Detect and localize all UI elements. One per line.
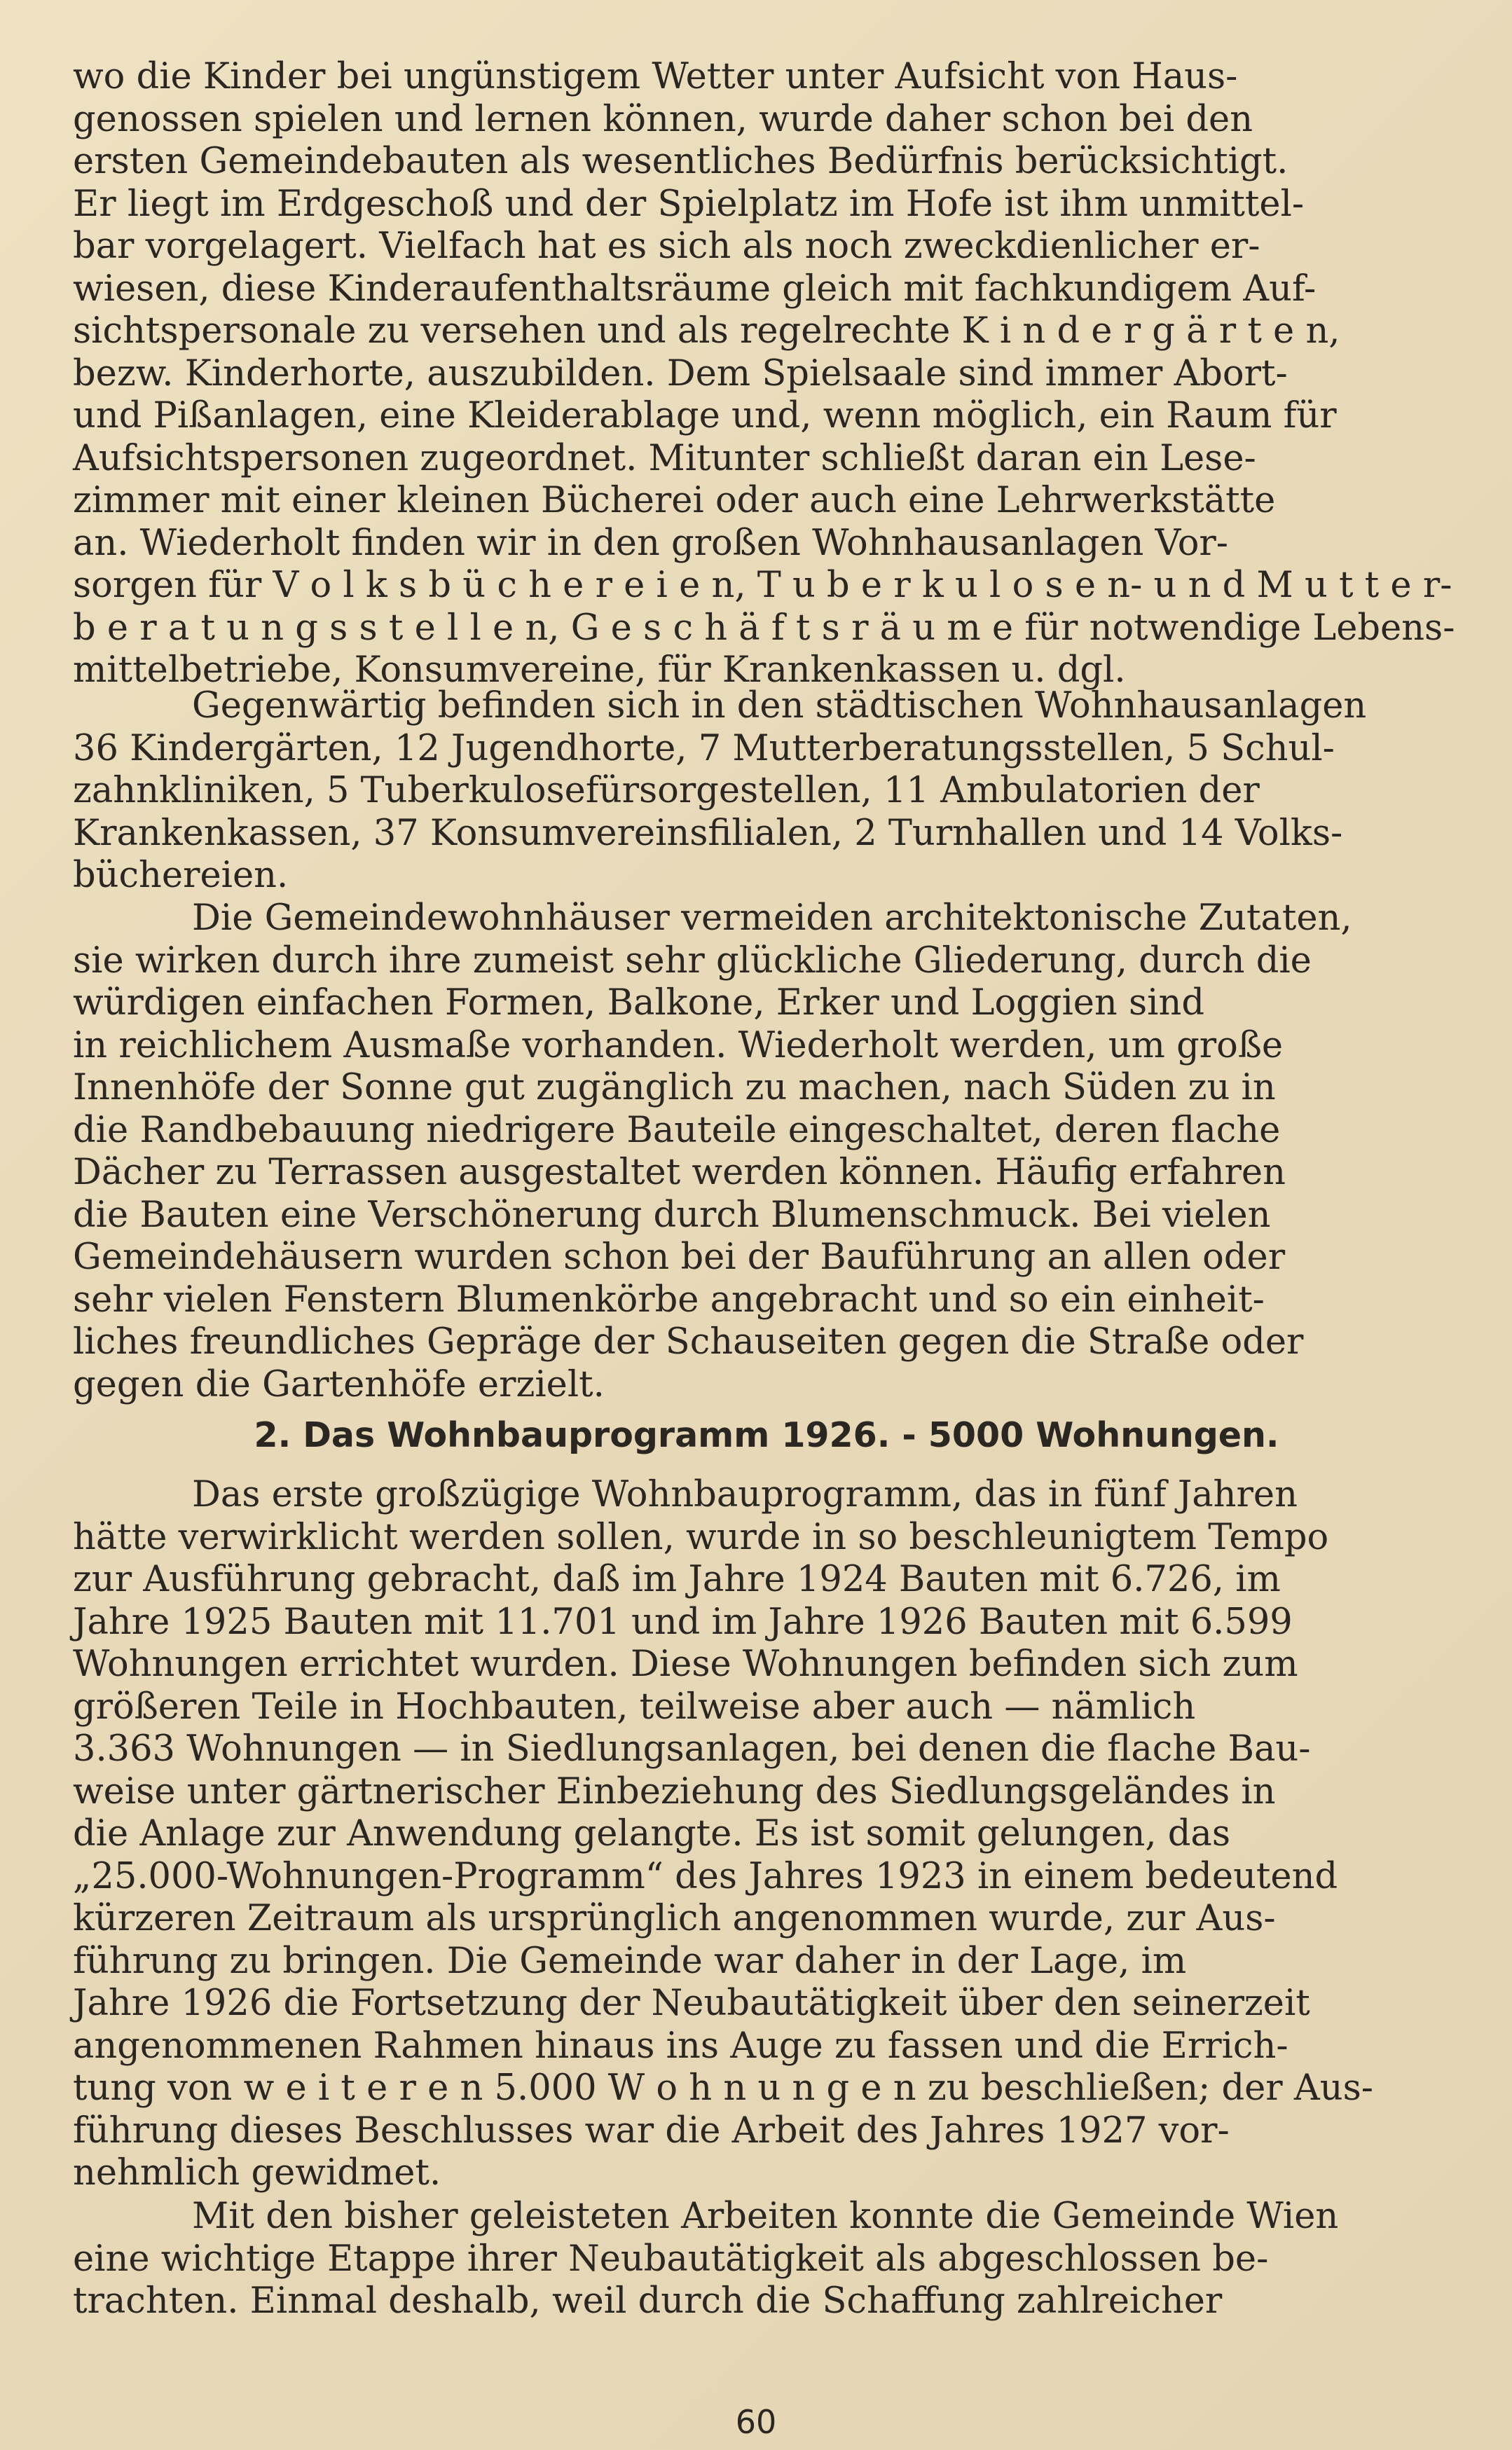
text-line: 3.363 Wohnungen — in Siedlungsanlagen, bei denen die flache Bau- <box>73 1728 1311 1770</box>
text-line: liches freundliches Gepräge der Schauseiten gegen die Straße oder <box>73 1321 1304 1363</box>
text-line: Dächer zu Terrassen ausgestaltet werden können. Häufig erfahren <box>73 1152 1286 1193</box>
text-line: Innenhöfe der Sonne gut zugänglich zu machen, nach Süden zu in <box>73 1067 1276 1108</box>
text-line: sorgen für V o l k s b ü c h e r e i e n, T u b e r k u l o s e n- u n d M u t t e r- <box>73 565 1452 606</box>
text-line: größeren Teile in Hochbauten, teilweise aber auch — nämlich <box>73 1686 1196 1728</box>
text-line: führung dieses Beschlusses war die Arbeit des Jahres 1927 vor- <box>73 2110 1230 2152</box>
text-line: „25.000-Wohnungen-Programm“ des Jahres 1923 in einem bedeutend <box>73 1855 1338 1897</box>
text-line: zahnkliniken, 5 Tuberkulosefürsorgestellen, 11 Ambulatorien der <box>73 770 1260 811</box>
paragraph-kindergarten-rooms <box>73 56 1460 692</box>
paragraph-housing-program <box>73 1474 1460 2195</box>
text-line: büchereien. <box>73 855 289 896</box>
text-line: b e r a t u n g s s t e l l e n, G e s c h ä f t s r ä u m e für notwendige Lebens- <box>73 607 1455 649</box>
text-line: in reichlichem Ausmaße vorhanden. Wiederholt werden, um große <box>73 1024 1284 1066</box>
text-line: kürzeren Zeitraum als ursprünglich angenommen wurde, zur Aus- <box>73 1898 1276 1939</box>
text-line: Jahre 1926 die Fortsetzung der Neubautätigkeit über den seinerzeit <box>73 1983 1310 2024</box>
text-line: wo die Kinder bei ungünstigem Wetter unter Aufsicht von Haus- <box>73 56 1238 97</box>
text-line: sehr vielen Fenstern Blumenkörbe angebracht und so ein einheit- <box>73 1279 1265 1321</box>
text-line: zimmer mit einer kleinen Bücherei oder auch eine Lehrwerkstätte <box>73 480 1276 521</box>
text-line: hätte verwirklicht werden sollen, wurde in so beschleunigtem Tempo <box>73 1516 1329 1558</box>
text-line: 36 Kindergärten, 12 Jugendhorte, 7 Mutterberatungsstellen, 5 Schul- <box>73 727 1335 769</box>
text-line: zur Ausführung gebracht, daß im Jahre 1924 Bauten mit 6.726, im <box>73 1559 1281 1600</box>
text-line: nehmlich gewidmet. <box>73 2152 441 2194</box>
text-line: gegen die Gartenhöfe erzielt. <box>73 1363 605 1405</box>
text-line: die Randbebauung niedrigere Bauteile eingeschaltet, deren flache <box>73 1109 1281 1151</box>
text-line: sie wirken durch ihre zumeist sehr glückliche Gliederung, durch die <box>73 940 1312 982</box>
text-line: führung zu bringen. Die Gemeinde war daher in der Lage, im <box>73 1940 1187 1982</box>
text-line: eine wichtige Etappe ihrer Neubautätigkeit als abgeschlossen be- <box>73 2238 1269 2280</box>
text-line: die Bauten eine Verschönerung durch Blumenschmuck. Bei vielen <box>73 1194 1271 1236</box>
text-line: trachten. Einmal deshalb, weil durch die Schaffung zahlreicher <box>73 2280 1223 2322</box>
text-line: genossen spielen und lernen können, wurde daher schon bei den <box>73 98 1253 140</box>
text-line: Jahre 1925 Bauten mit 11.701 und im Jahre 1926 Bauten mit 6.599 <box>73 1601 1293 1643</box>
text-line: an. Wiederholt finden wir in den großen Wohnhausanlagen Vor- <box>73 522 1229 564</box>
text-line: würdigen einfachen Formen, Balkone, Erker und Loggien sind <box>73 982 1204 1024</box>
text-line: ersten Gemeindebauten als wesentliches Bedürfnis berücksichtigt. <box>73 141 1288 182</box>
section-heading: 2. Das Wohnbauprogramm 1926. - 5000 Wohnungen. <box>254 1415 1279 1455</box>
text-line: Gegenwärtig befinden sich in den städtischen Wohnhausanlagen <box>192 685 1367 727</box>
text-line: wiesen, diese Kinderaufenthaltsräume gleich mit fachkundigem Auf- <box>73 268 1317 310</box>
text-line: bar vorgelagert. Vielfach hat es sich als noch zweckdienlicher er- <box>73 226 1260 267</box>
text-line: bezw. Kinderhorte, auszubilden. Dem Spielsaale sind immer Abort- <box>73 352 1288 394</box>
paragraph-facilities-count <box>73 685 1460 897</box>
text-line: Die Gemeindewohnhäuser vermeiden architektonische Zutaten, <box>192 897 1352 939</box>
paragraph-milestone <box>73 2196 1460 2323</box>
text-line: sichtspersonale zu versehen und als regelrechte K i n d e r g ä r t e n, <box>73 310 1340 352</box>
text-line: Mit den bisher geleisteten Arbeiten konnte die Gemeinde Wien <box>192 2196 1339 2237</box>
text-line: Gemeindehäusern wurden schon bei der Bauführung an allen oder <box>73 1237 1286 1278</box>
text-line: Aufsichtspersonen zugeordnet. Mitunter schließt daran ein Lese- <box>73 437 1256 479</box>
text-line: angenommenen Rahmen hinaus ins Auge zu fassen und die Errich- <box>73 2025 1288 2067</box>
text-line: Wohnungen errichtet wurden. Diese Wohnungen befinden sich zum <box>73 1644 1298 1685</box>
page-number: 60 <box>735 2403 777 2441</box>
text-line: und Pißanlagen, eine Kleiderablage und, wenn möglich, ein Raum für <box>73 395 1337 436</box>
text-line: weise unter gärtnerischer Einbeziehung des Siedlungsgeländes in <box>73 1770 1276 1812</box>
text-line: Krankenkassen, 37 Konsumvereinsfilialen, 2 Turnhallen und 14 Volks- <box>73 812 1343 854</box>
text-line: Das erste großzügige Wohnbauprogramm, das in fünf Jahren <box>192 1474 1298 1515</box>
paragraph-architecture <box>73 897 1460 1406</box>
text-line: mittelbetriebe, Konsumvereine, für Krankenkassen u. dgl. <box>73 649 1126 691</box>
text-line: Er liegt im Erdgeschoß und der Spielplatz im Hofe ist ihm unmittel- <box>73 183 1305 225</box>
text-line: die Anlage zur Anwendung gelangte. Es ist somit gelungen, das <box>73 1813 1230 1854</box>
text-line: tung von w e i t e r e n 5.000 W o h n u n g e n zu beschließen; der Aus- <box>73 2067 1373 2109</box>
